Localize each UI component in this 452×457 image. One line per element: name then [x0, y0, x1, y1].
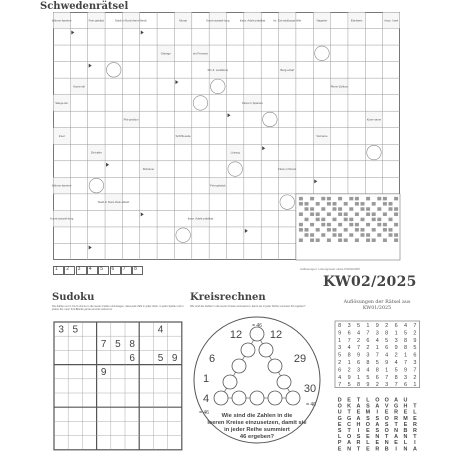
answer-letter: S	[366, 415, 370, 422]
answer-digit: 8	[385, 330, 389, 337]
answer-letter: L	[366, 397, 370, 404]
given-number: 12	[229, 329, 243, 341]
svg-text:Fluss in Russl.: Fluss in Russl.	[278, 167, 297, 172]
question-line: in jeder Reihe summiert	[224, 427, 290, 433]
answer-letter: E	[356, 409, 361, 416]
answer-digit: 5	[413, 345, 417, 352]
answer-letter: T	[347, 409, 351, 416]
answer-digit: 5	[356, 323, 361, 329]
answer-letter: K	[347, 403, 352, 410]
answer-digit: 9	[366, 382, 370, 389]
answer-letter: S	[337, 428, 342, 434]
svg-text:frz. Ent-wicklungs-hilfe: frz. Ent-wicklungs-hilfe	[273, 18, 302, 23]
answer-letter: E	[394, 440, 398, 447]
answer-letter: L	[403, 440, 408, 447]
answer-digit: 1	[394, 330, 398, 337]
answer-letter: R	[375, 446, 380, 453]
answer-digit: 7	[403, 360, 408, 366]
answer-digit: 2	[413, 330, 417, 337]
answer-letter: O	[337, 403, 342, 410]
answer-letter: B	[403, 428, 408, 434]
svg-text:Kunst-ausstel-lung: Kunst-ausstel-lung	[206, 18, 230, 23]
answer-letter: T	[394, 421, 398, 428]
clue-cell	[158, 45, 175, 61]
answer-digit: 4	[375, 337, 379, 344]
answer-letter: O	[384, 415, 389, 422]
svg-text:Monat: Monat	[179, 18, 188, 23]
answer-letter: E	[337, 446, 342, 453]
answer-digit: 4	[403, 323, 408, 329]
answer-letter: N	[394, 428, 399, 434]
svg-text:Vorname: Vorname	[316, 134, 328, 138]
answer-letter: I	[414, 440, 416, 447]
answer-digit: 3	[403, 374, 408, 381]
answer-digit: 2	[394, 352, 398, 359]
solution-cell[interactable]: 2	[64, 266, 75, 275]
answer-letter: N	[347, 446, 352, 453]
clue-cell	[331, 79, 349, 95]
answer-letter: I	[357, 428, 360, 434]
answer-letter: P	[337, 440, 342, 447]
answer-letter: O	[346, 434, 352, 441]
answer-letter: U	[337, 409, 342, 416]
answer-digit: 7	[366, 330, 370, 337]
answer-letter: H	[403, 403, 408, 410]
sudoku-given: 6	[129, 353, 135, 364]
number-circle[interactable]	[250, 391, 264, 405]
answer-letter: B	[384, 446, 389, 453]
number-circle[interactable]	[250, 327, 264, 341]
answer-digit: 5	[403, 330, 408, 337]
number-circle[interactable]	[268, 391, 282, 405]
clue-cell	[227, 145, 244, 161]
sum-right-label: = 46	[306, 402, 316, 408]
answer-digit: 6	[394, 323, 398, 329]
answer-digit: 8	[403, 337, 408, 344]
answer-letter: E	[403, 409, 408, 416]
answer-digit: 8	[403, 345, 408, 352]
sudoku-grid[interactable]	[53, 321, 183, 454]
sudoku-given: 5	[72, 324, 79, 336]
answer-digit: 3	[356, 367, 361, 374]
sudoku-given: 5	[115, 338, 121, 350]
answer-letter: L	[413, 409, 417, 416]
answer-digit: 9	[375, 323, 379, 329]
svg-text:Kunst-stil: Kunst-stil	[73, 84, 85, 89]
sum-top-label: = 46	[252, 323, 262, 329]
answer-letter: N	[403, 434, 408, 441]
puzzle-credit: Auflösungen: Lösungswort siehe KW03/2025	[300, 267, 360, 271]
answer-digit: 6	[413, 352, 417, 359]
answer-letter: M	[365, 409, 371, 416]
answer-digit: 2	[385, 323, 389, 329]
week-label: KW02/2025	[323, 274, 417, 290]
answer-letter: A	[375, 421, 380, 428]
answer-letter: H	[356, 421, 361, 428]
answer-letter: N	[384, 440, 389, 447]
sudoku-given: 4	[157, 324, 164, 336]
answer-digit: 7	[347, 337, 351, 344]
answer-digit: 2	[356, 337, 361, 344]
answer-letter: E	[347, 397, 351, 404]
answer-digit: 1	[347, 360, 351, 366]
answer-letter: T	[413, 434, 417, 441]
answer-digit: 5	[366, 374, 370, 381]
number-circle[interactable]	[268, 359, 282, 373]
answer-digit: 8	[338, 323, 342, 329]
answer-digit: 4	[394, 360, 398, 366]
clue-cell	[53, 95, 70, 111]
svg-text:Fein-gebäck: Fein-gebäck	[88, 18, 105, 23]
answer-letter: E	[366, 446, 370, 453]
answer-digit: 6	[385, 345, 389, 352]
answer-digit: 5	[347, 382, 351, 389]
answer-letter: T	[347, 428, 351, 434]
clue-cell	[366, 112, 383, 128]
svg-text:Gebirge: Gebirge	[160, 51, 171, 56]
answer-digit: 7	[338, 382, 342, 389]
answer-digit: 8	[366, 360, 370, 366]
answer-letter: L	[338, 434, 342, 441]
answer-digit: 4	[347, 345, 351, 352]
svg-text:Edelstein: Edelstein	[350, 18, 363, 23]
svg-text:Berg-schaf: Berg-schaf	[280, 67, 294, 72]
solution-cell[interactable]: 6	[110, 266, 121, 275]
sudoku-given: 9	[171, 353, 178, 364]
swedish-puzzle-title: Schwedenrätsel	[40, 1, 129, 12]
number-circle[interactable]	[259, 343, 273, 357]
answer-digit: 6	[366, 337, 370, 344]
answer-digit: 5	[394, 367, 398, 374]
answer-digit: 6	[356, 360, 361, 366]
answer-digit: 7	[356, 345, 361, 352]
question-line: 46 ergeben?	[239, 434, 275, 440]
number-circle[interactable]	[214, 391, 228, 405]
answer-digit: 5	[375, 360, 379, 366]
answer-digit: 5	[338, 352, 342, 359]
answer-digit: 4	[356, 330, 361, 337]
answer-letter: V	[384, 403, 389, 410]
clue-cell	[52, 12, 72, 28]
svg-text:Stadt in Nord-rhein-Westf.: Stadt in Nord-rhein-Westf.	[97, 200, 130, 205]
answer-letter: O	[384, 397, 389, 404]
svg-text:Wärme-barriere: Wärme-barriere	[51, 18, 72, 23]
answer-letter: R	[412, 421, 417, 428]
given-number: 29	[293, 353, 307, 365]
answer-digit: 9	[385, 360, 389, 366]
clue-cell	[208, 62, 229, 78]
answer-digit: 9	[413, 337, 417, 344]
answer-letter: C	[347, 421, 352, 428]
answer-digit: 9	[403, 367, 408, 374]
answer-letter: N	[375, 434, 380, 441]
clue-cell	[140, 161, 157, 177]
svg-text:Zeit-alter: Zeit-alter	[90, 150, 102, 155]
clue-cell	[279, 62, 296, 78]
solution-word-row[interactable]	[53, 266, 145, 275]
svg-text:Fluss in Spanien: Fluss in Spanien	[242, 100, 263, 105]
answer-digit: 2	[375, 382, 379, 389]
answer-digit: 2	[413, 374, 417, 381]
answer-digit: 6	[347, 330, 351, 337]
answer-digit: 4	[385, 352, 389, 359]
answer-digit: 3	[366, 352, 370, 359]
solution-cell[interactable]: 1	[53, 266, 64, 275]
answer-letter: R	[394, 409, 399, 416]
answer-letter: O	[384, 428, 389, 434]
answer-letter: O	[365, 421, 371, 428]
sudoku-given: 7	[100, 338, 107, 350]
number-circle[interactable]	[232, 391, 246, 405]
sudoku-title: Sudoku	[52, 292, 95, 303]
answer-digit: 7	[385, 374, 389, 381]
answer-letter: I	[395, 446, 397, 453]
solution-cell[interactable]: 8	[132, 266, 143, 275]
answer-digit: 5	[385, 337, 389, 344]
clue-cell	[278, 161, 296, 177]
svg-text:Kunst-ausstel-lung: Kunst-ausstel-lung	[50, 216, 74, 221]
number-circle[interactable]	[286, 391, 300, 405]
answer-letter: O	[375, 397, 380, 404]
svg-text:Säuge-tier: Säuge-tier	[55, 100, 69, 105]
number-circle[interactable]	[277, 375, 291, 389]
answer-digit: 7	[375, 352, 379, 359]
answer-digit: 6	[338, 367, 342, 374]
clue-cell	[314, 12, 331, 28]
svg-text:Stadt in Nord-rhein-Westf.: Stadt in Nord-rhein-Westf.	[114, 18, 148, 23]
answer-letter: E	[413, 415, 417, 422]
answer-letter: T	[356, 446, 361, 453]
sudoku-given: 3	[58, 324, 64, 336]
svg-text:franz. Adels-prädikat: franz. Adels-prädikat	[239, 18, 266, 23]
svg-text:Wärme-barriere: Wärme-barriere	[51, 183, 72, 188]
answer-letter: U	[403, 397, 408, 404]
answer-digit: 7	[413, 367, 417, 374]
sudoku-given: 5	[157, 353, 164, 364]
svg-text:Prä-position: Prä-position	[123, 117, 139, 122]
answer-letter: S	[356, 434, 361, 441]
answer-letter: M	[403, 415, 408, 422]
answer-letter: S	[375, 428, 380, 434]
answer-letter: T	[385, 434, 389, 441]
sudoku-given: 8	[129, 338, 135, 350]
answers-title: Auflösungen der Rätsel aus KW01/2025	[343, 300, 411, 311]
answers-swedish	[334, 395, 420, 456]
answer-digit: 1	[375, 345, 379, 352]
answer-letter: E	[366, 428, 370, 434]
given-number: 30	[303, 383, 317, 395]
number-circle[interactable]	[232, 359, 246, 373]
question-line: leeren Kreise einzusetzen, damit sie	[207, 420, 307, 426]
sudoku-given: 9	[100, 367, 107, 379]
given-number: 4	[202, 393, 210, 405]
answer-digit: 8	[394, 374, 398, 381]
answer-letter: A	[394, 397, 399, 404]
kreisrechnen-instructions: Wie sind die Zahlen in die leeren Kreise einzusetzen, damit sie in jeder Reihe summiert 46 ergeben?	[190, 305, 306, 308]
clue-cell	[175, 12, 192, 28]
clue-cell	[242, 95, 263, 111]
kreisrechnen-title: Kreisrechnen	[190, 292, 266, 303]
answer-letter: E	[375, 440, 380, 447]
answer-digit: 2	[338, 360, 342, 366]
answer-digit: 3	[394, 337, 398, 344]
answer-digit: 7	[413, 323, 417, 329]
answer-letter: L	[366, 440, 370, 447]
svg-text:Kose-name: Kose-name	[366, 117, 382, 122]
sum-left-label: = 46	[199, 410, 209, 416]
kreisrechnen-puzzle[interactable]	[190, 316, 325, 457]
number-circle[interactable]	[241, 343, 255, 357]
answers-sudoku	[334, 320, 420, 395]
clue-cell	[314, 128, 331, 144]
number-circle[interactable]	[223, 375, 237, 389]
svg-text:Rhein-Zufluss: Rhein-Zufluss	[330, 84, 348, 89]
answer-letter: T	[356, 397, 361, 404]
answer-digit: 9	[347, 374, 351, 381]
clue-cell	[123, 112, 140, 128]
answer-digit: 1	[385, 367, 389, 374]
solution-cell[interactable]: 7	[121, 266, 132, 275]
clue-cell	[53, 128, 70, 144]
svg-text:Kfz-Z. Landkreis: Kfz-Z. Landkreis	[207, 67, 229, 72]
answer-letter: S	[366, 403, 370, 410]
answer-digit: 2	[366, 345, 370, 352]
clue-cell	[88, 12, 105, 28]
answer-letter: S	[384, 421, 389, 428]
solution-cell[interactable]: 4	[87, 266, 98, 275]
answer-digit: 3	[338, 345, 342, 352]
answer-digit: 8	[356, 382, 361, 389]
answer-letter: A	[356, 403, 361, 410]
sudoku-instructions: Die Zahlen von 1 bis 9 sind so in die leeren Felder einzutragen, dass jede Zahl in jeder Zeile, in jeder Spalte und in jedem der neun 3x3-Blöcke genau einmal vorkommt.	[52, 305, 184, 312]
answer-letter: A	[375, 403, 380, 410]
answer-digit: 3	[385, 382, 389, 389]
svg-text:ein Ferment: ein Ferment	[193, 51, 208, 56]
answer-letter: T	[413, 403, 417, 410]
answer-letter: G	[346, 415, 352, 422]
answer-digit: 9	[338, 330, 342, 337]
answer-digit: 1	[403, 352, 408, 359]
answer-digit: 9	[394, 345, 398, 352]
answer-digit: 4	[338, 374, 342, 381]
given-number: 1	[202, 373, 210, 385]
answer-digit: 4	[366, 367, 370, 374]
clue-cell	[88, 145, 105, 161]
answer-letter: E	[384, 409, 389, 416]
clue-cell	[71, 79, 88, 95]
svg-text:franz. Insel: franz. Insel	[384, 18, 399, 23]
answer-letter: N	[403, 446, 408, 453]
answer-digit: 3	[413, 360, 417, 366]
solution-cell[interactable]: 5	[98, 266, 109, 275]
answer-digit: 8	[375, 367, 379, 374]
clue-cell	[175, 128, 192, 144]
answer-letter: I	[376, 409, 379, 416]
answer-digit: 3	[375, 330, 379, 337]
clue-cell	[210, 178, 227, 194]
clue-cell	[383, 12, 400, 28]
given-number: 12	[269, 329, 283, 341]
answer-letter: A	[347, 440, 352, 447]
svg-text:Nagetier: Nagetier	[316, 18, 328, 23]
answer-digit: 1	[413, 382, 417, 389]
answer-letter: A	[394, 434, 399, 441]
svg-text:Lösung: Lösung	[230, 150, 240, 155]
answer-letter: R	[412, 428, 417, 434]
answer-digit: 7	[394, 382, 398, 389]
answer-letter: E	[337, 421, 342, 428]
answer-digit: 9	[356, 352, 361, 359]
clue-cell	[52, 178, 72, 194]
answer-letter: E	[403, 421, 408, 428]
answer-letter: R	[356, 440, 361, 447]
clue-cell	[348, 12, 365, 28]
answer-letter: E	[366, 434, 370, 441]
svg-text:Fein-gebäck: Fein-gebäck	[210, 183, 226, 188]
answer-digit: 3	[347, 323, 351, 329]
svg-text:Rufname: Rufname	[142, 167, 155, 172]
answer-letter: A	[356, 415, 361, 422]
answer-digit: 1	[338, 337, 342, 344]
answer-digit: 6	[403, 382, 408, 389]
answer-digit: 1	[366, 323, 370, 329]
answer-letter: G	[337, 415, 342, 422]
answer-digit: 2	[347, 367, 351, 374]
svg-text:Schiffs-seite: Schiffs-seite	[175, 134, 191, 138]
svg-text:franz. Adels-prädikat: franz. Adels-prädikat	[187, 216, 214, 221]
answer-letter: G	[393, 403, 399, 410]
swedish-puzzle-grid[interactable]	[50, 12, 400, 260]
svg-text:Insel: Insel	[58, 134, 65, 138]
answer-letter: A	[412, 446, 417, 453]
answer-digit: 8	[347, 352, 351, 359]
answer-letter: S	[375, 415, 380, 422]
picture-block	[296, 194, 400, 260]
question-line: Wie sind die Zahlen in die	[221, 413, 293, 419]
solution-cell[interactable]: 3	[76, 266, 87, 275]
answer-letter: D	[337, 397, 342, 404]
clue-cell	[192, 45, 209, 61]
answer-digit: 1	[356, 374, 361, 381]
answer-letter: R	[394, 415, 399, 422]
given-number: 6	[208, 353, 216, 365]
answer-digit: 6	[375, 374, 379, 381]
